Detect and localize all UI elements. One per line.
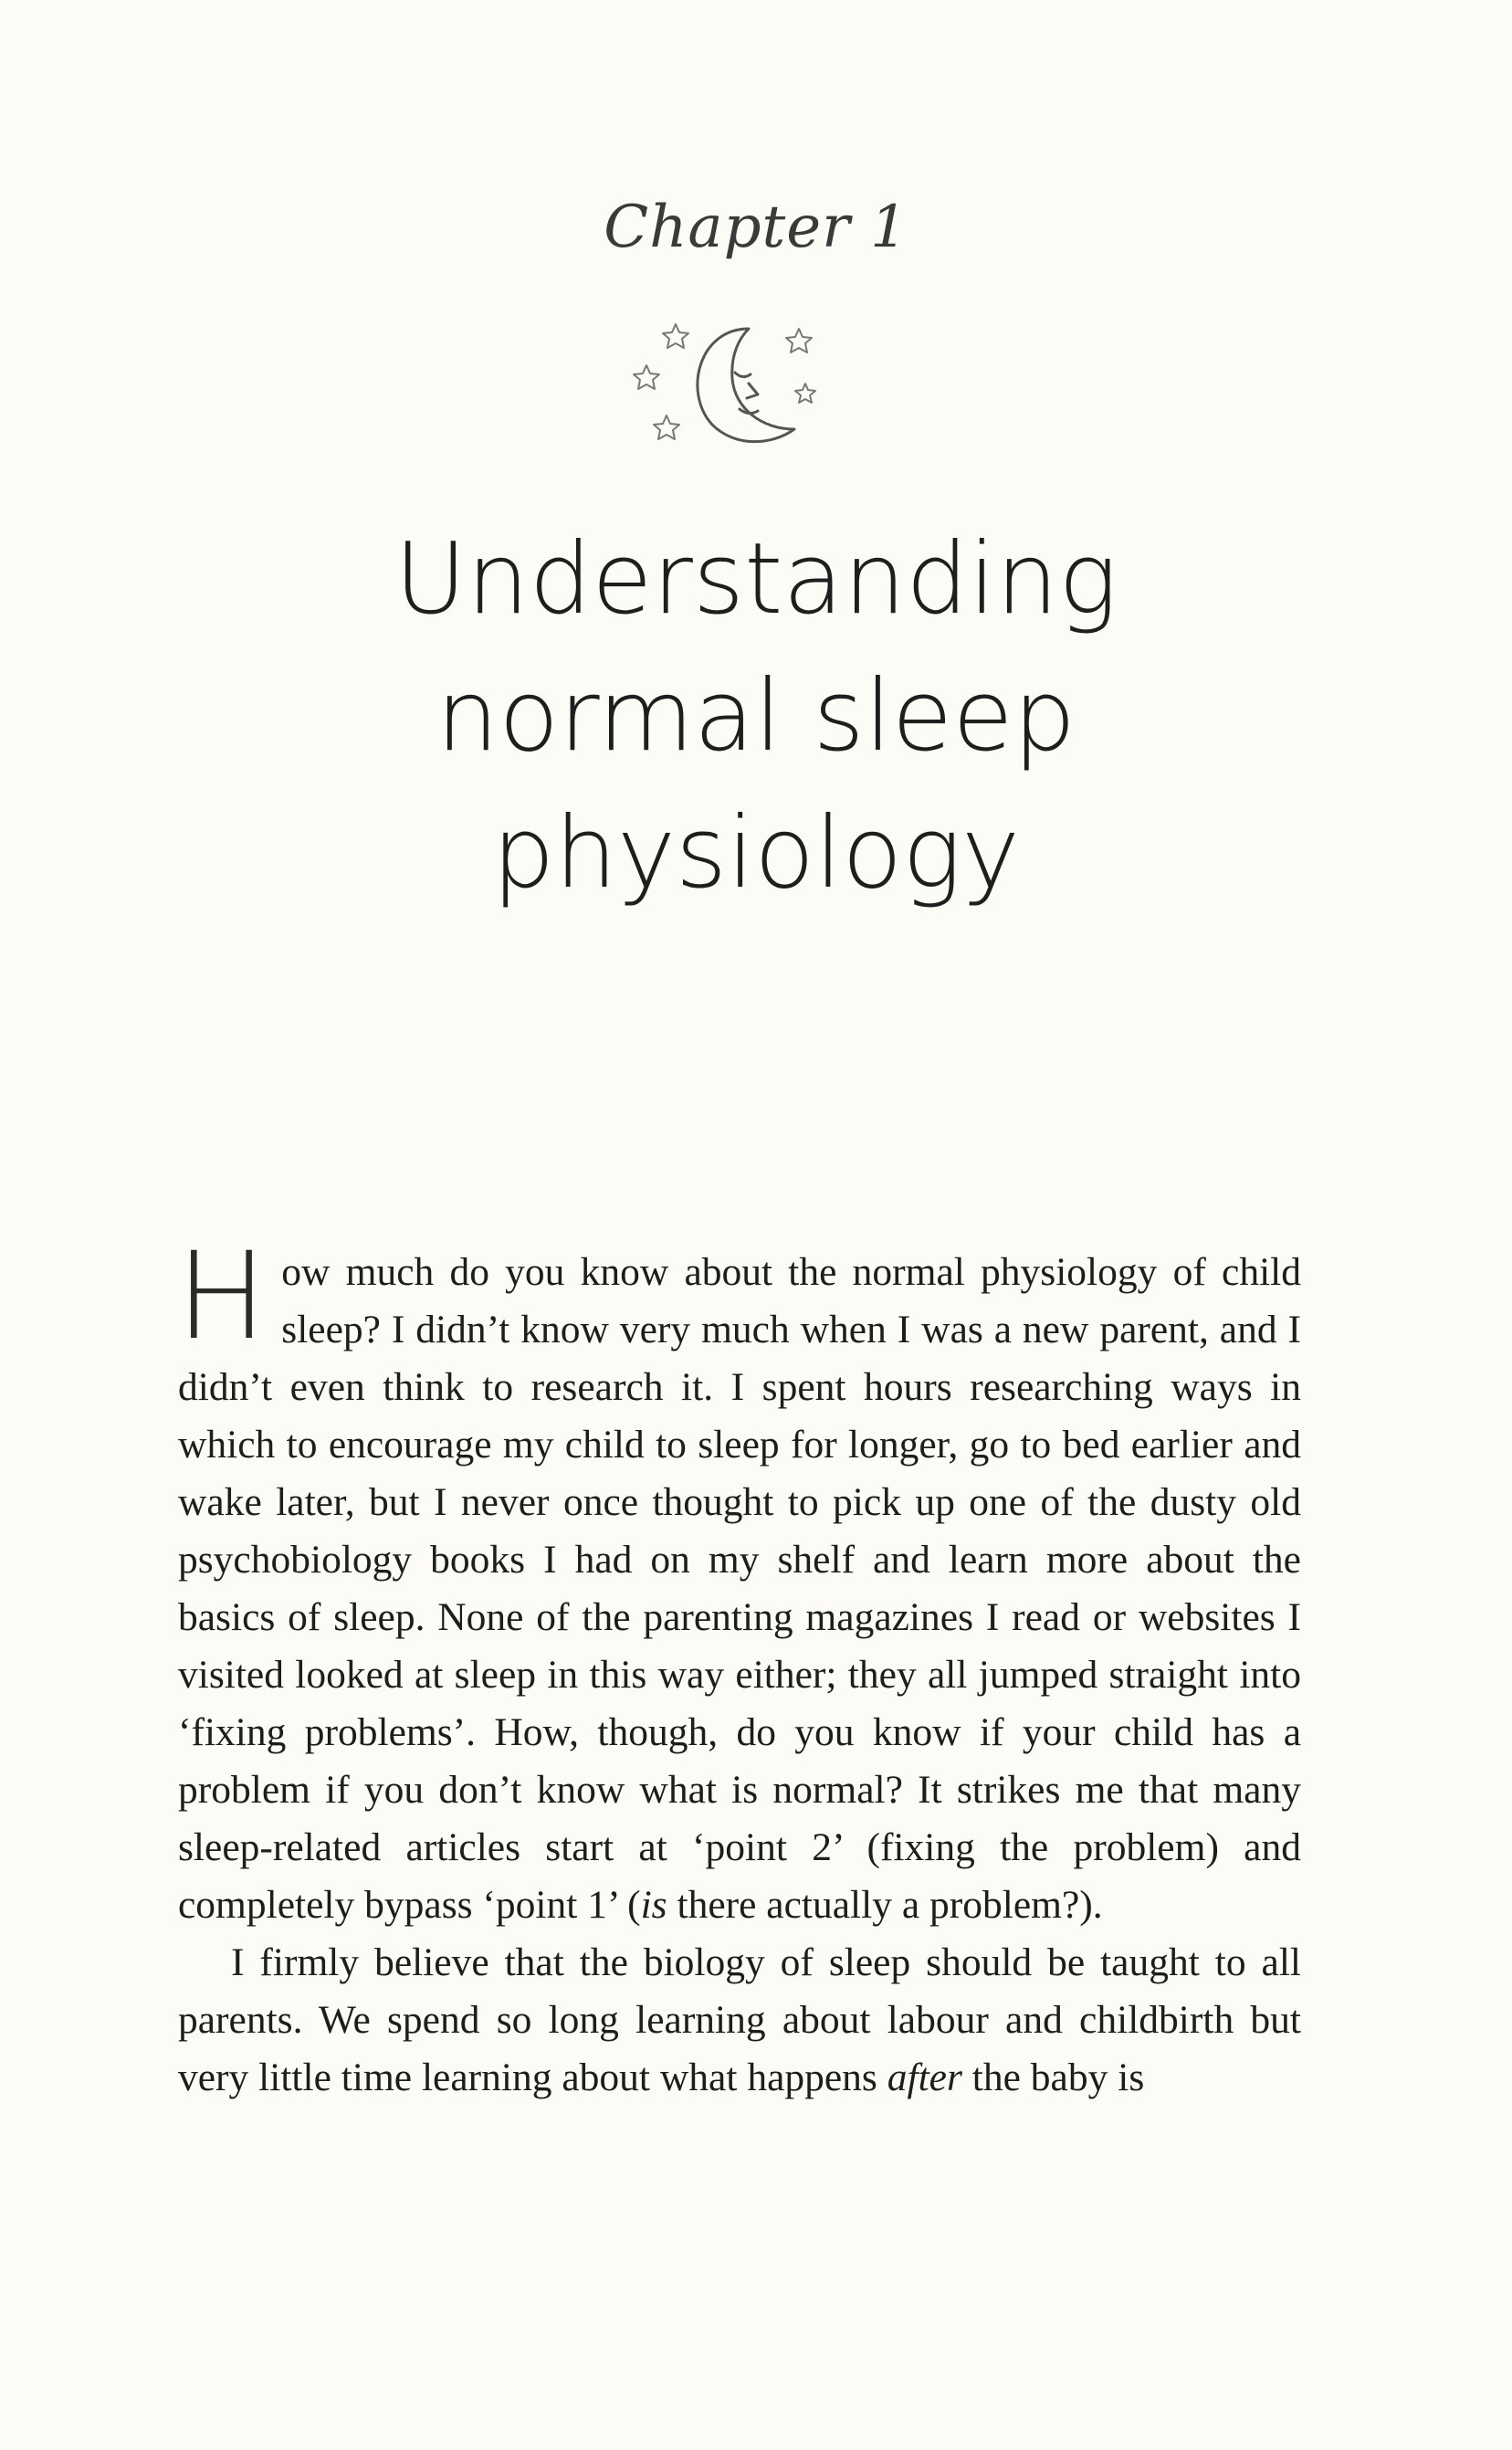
paragraph-2-end: the baby is [961, 2056, 1145, 2099]
chapter-title [0, 511, 1512, 922]
paragraph-1-text: ow much do you know about the normal physiology of child sleep? I didn’t know very much when I was a new parent, and I didn’t even think to research it. I spent hours researching ways in which to encourage my child to sleep for longer, go to bed earlier and wake later, but I never once thought to pick up one of the dusty old psychobiology books I had on my shelf and learn more about the basics of sleep. None of the parenting magazines I read or websites I visited looked at sleep in this way either; they all jumped straight into ‘fixing problems’. How, though, do you know if your child has a problem if you don’t know what is normal? It strikes me that many sleep-related articles start at ‘point 2’ (fixing the problem) and completely bypass ‘point 1’ ( [178, 1250, 1301, 1927]
emphasis-is: is [640, 1883, 667, 1927]
paragraph-1 [176, 1226, 1301, 1934]
chapter-label: Chapter 1 [604, 194, 908, 261]
chapter-title-line: normal sleep [436, 659, 1076, 773]
chapter-title-line: physiology [491, 796, 1021, 910]
paragraph-2-text: I firmly believe that the biology of sleep should be taught to all parents. We spend so long learning about labour and childbirth but very little time learning about what happens [178, 1940, 1301, 2099]
drop-cap: H [176, 1226, 268, 1367]
body-text [176, 1226, 1301, 2107]
chapter-title-line: Understanding [394, 522, 1118, 636]
moon-and-stars-icon [612, 301, 849, 466]
paragraph-1-end: there actually a problem?). [667, 1883, 1103, 1927]
paragraph-2 [178, 1934, 1301, 2107]
emphasis-after: after [887, 2056, 962, 2099]
